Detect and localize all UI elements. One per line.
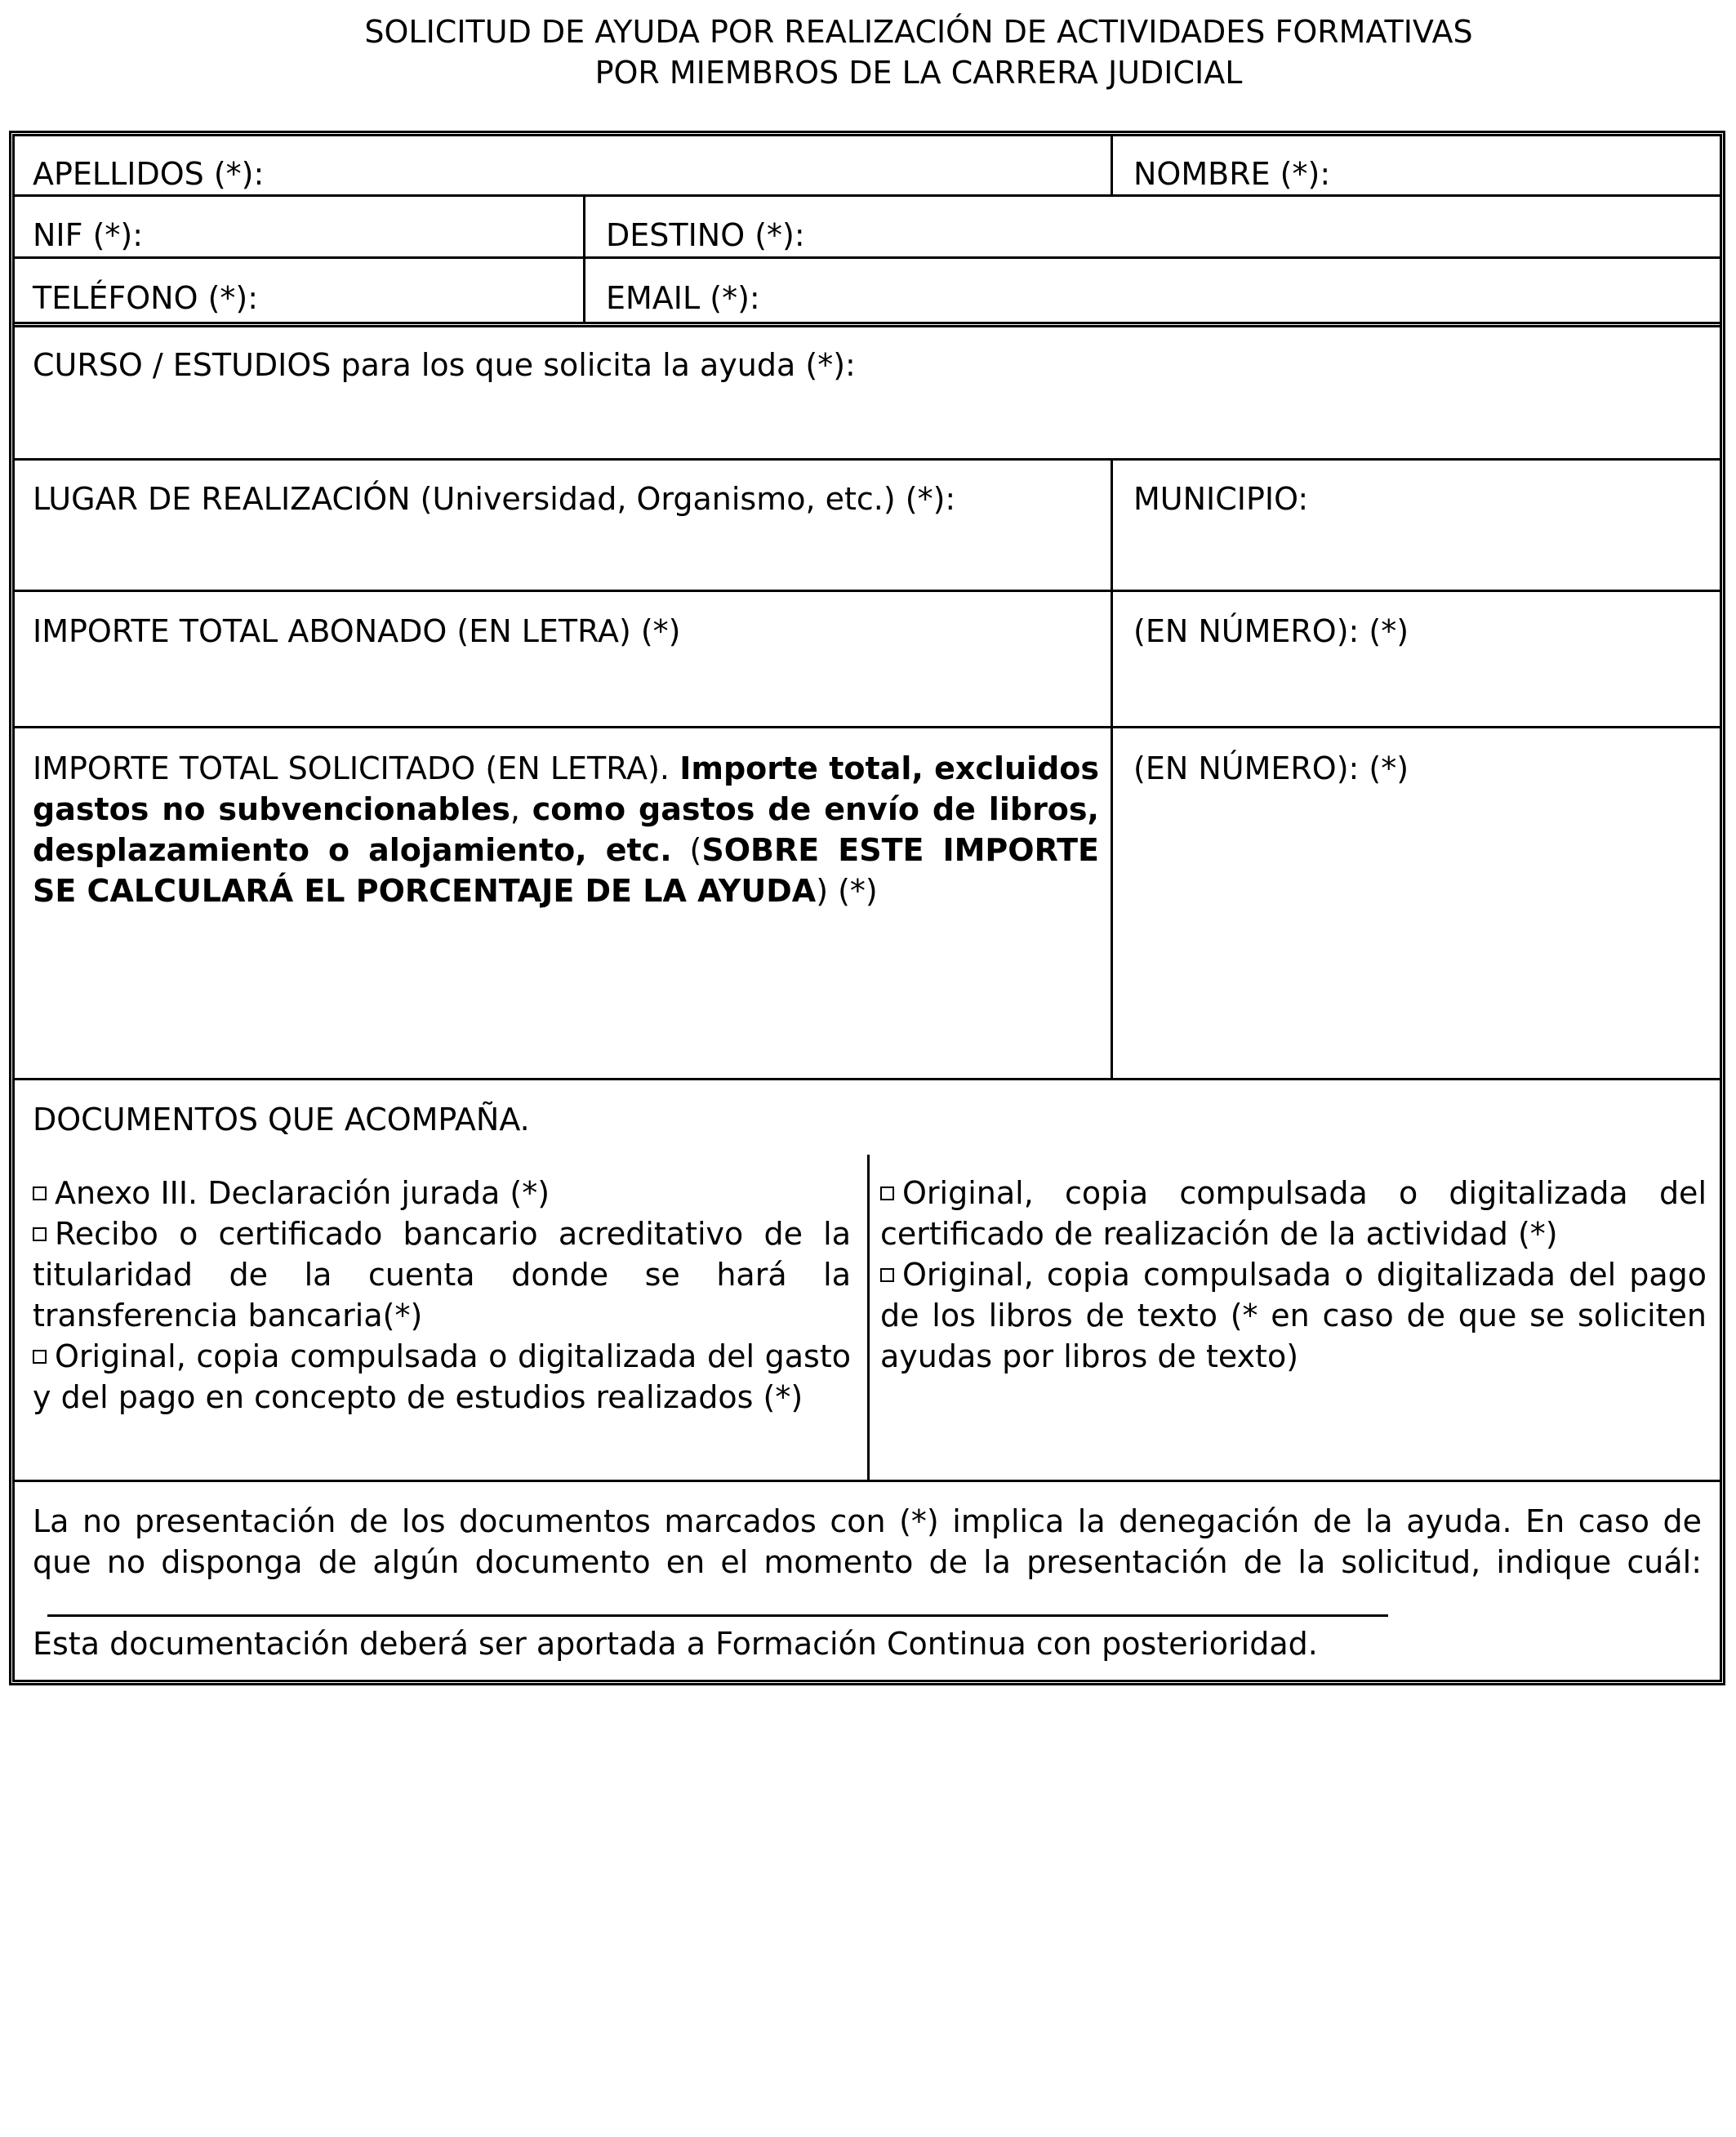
row-divider — [12, 1078, 1722, 1080]
row-divider — [12, 325, 1722, 327]
row-divider — [12, 256, 1722, 259]
column-divider — [583, 194, 585, 323]
checkbox-icon[interactable] — [33, 1186, 47, 1200]
form-title-line-1: SOLICITUD DE AYUDA POR REALIZACIÓN DE ACTIVIDADES FORMATIVAS — [364, 14, 1473, 50]
documento-item — [880, 1173, 1707, 1254]
nota-text-body: La no presentación de los documentos marcados con (*) implica la denegación de la ayuda. En caso de que no disponga de algún documento en el momento de la presentación de la solicitud, indique cuál: — [33, 1503, 1702, 1580]
destino-label: DESTINO (*): — [606, 217, 805, 253]
checkbox-icon[interactable] — [33, 1227, 47, 1241]
documento-item-label: Original, copia compulsada o digitalizada del certificado de realización de la actividad (*) — [880, 1175, 1707, 1252]
column-divider — [1111, 458, 1113, 1080]
documento-item — [33, 1336, 851, 1418]
importe-solicitado-bold-1: Importe total, excluidos gastos no subvencionables — [33, 750, 1099, 827]
importe-solicitado-text-2: , — [510, 791, 532, 827]
checkbox-icon[interactable] — [880, 1268, 894, 1282]
documento-item-label: Recibo o certificado bancario acreditativo de la titularidad de la cuenta donde se hará la transferencia bancaria(*) — [33, 1216, 851, 1333]
row-divider — [12, 458, 1722, 461]
importe-solicitado-text-3: ( — [671, 832, 702, 868]
row-divider — [12, 322, 1722, 324]
documentos-heading: DOCUMENTOS QUE ACOMPAÑA. — [33, 1102, 530, 1138]
municipio-label: MUNICIPIO: — [1133, 481, 1309, 517]
importe-abonado-label: IMPORTE TOTAL ABONADO (EN LETRA) (*) — [33, 613, 681, 649]
row-divider — [12, 590, 1722, 592]
checkbox-icon[interactable] — [33, 1350, 47, 1364]
email-label: EMAIL (*): — [606, 280, 760, 316]
column-divider — [1111, 134, 1113, 196]
importe-solicitado-label — [33, 748, 1099, 911]
nombre-label: NOMBRE (*): — [1133, 156, 1331, 192]
checkbox-icon[interactable] — [880, 1186, 894, 1200]
nota-last-line: Esta documentación deberá ser aportada a Formación Continua con posterioridad. — [33, 1626, 1318, 1662]
nota-documentos — [33, 1501, 1702, 1664]
form-title-line-2: POR MIEMBROS DE LA CARRERA JUDICIAL — [594, 55, 1243, 91]
documento-item — [33, 1213, 851, 1336]
lugar-label: LUGAR DE REALIZACIÓN (Universidad, Organismo, etc.) (*): — [33, 481, 956, 517]
column-divider — [867, 1155, 870, 1481]
documento-item — [880, 1254, 1707, 1377]
curso-label: CURSO / ESTUDIOS para los que solicita la ayuda (*): — [33, 347, 856, 383]
nota-text — [33, 1501, 1702, 1623]
importe-abonado-numero-label: (EN NÚMERO): (*) — [1133, 613, 1409, 649]
importe-solicitado-bold-3: SOBRE ESTE IMPORTE SE CALCULARÁ EL PORCENTAJE DE LA AYUDA — [33, 832, 1100, 909]
row-divider — [12, 194, 1722, 197]
apellidos-label: APELLIDOS (*): — [33, 156, 265, 192]
documento-item — [33, 1173, 851, 1213]
telefono-label: TELÉFONO (*): — [33, 280, 259, 316]
row-divider — [12, 726, 1722, 728]
nif-label: NIF (*): — [33, 217, 144, 253]
documento-pendiente-field[interactable] — [47, 1585, 1388, 1617]
form-title — [0, 11, 1736, 93]
documentos-right-list — [880, 1173, 1707, 1377]
documento-item-label: Original, copia compulsada o digitalizada del pago de los libros de texto (* en caso de que se soliciten ayudas por libros de texto) — [880, 1257, 1707, 1374]
importe-solicitado-text-1: IMPORTE TOTAL SOLICITADO (EN LETRA). — [33, 750, 680, 786]
documentos-left-list — [33, 1173, 851, 1418]
importe-solicitado-numero-label: (EN NÚMERO): (*) — [1133, 750, 1409, 786]
documento-item-label: Anexo III. Declaración jurada (*) — [55, 1175, 550, 1211]
documento-item-label: Original, copia compulsada o digitalizada del gasto y del pago en concepto de estudios realizados (*) — [33, 1338, 851, 1415]
importe-solicitado-bold-2: como gastos de envío de libros, desplazamiento o alojamiento, etc. — [33, 791, 1099, 868]
importe-solicitado-text-4: ) (*) — [816, 873, 878, 909]
